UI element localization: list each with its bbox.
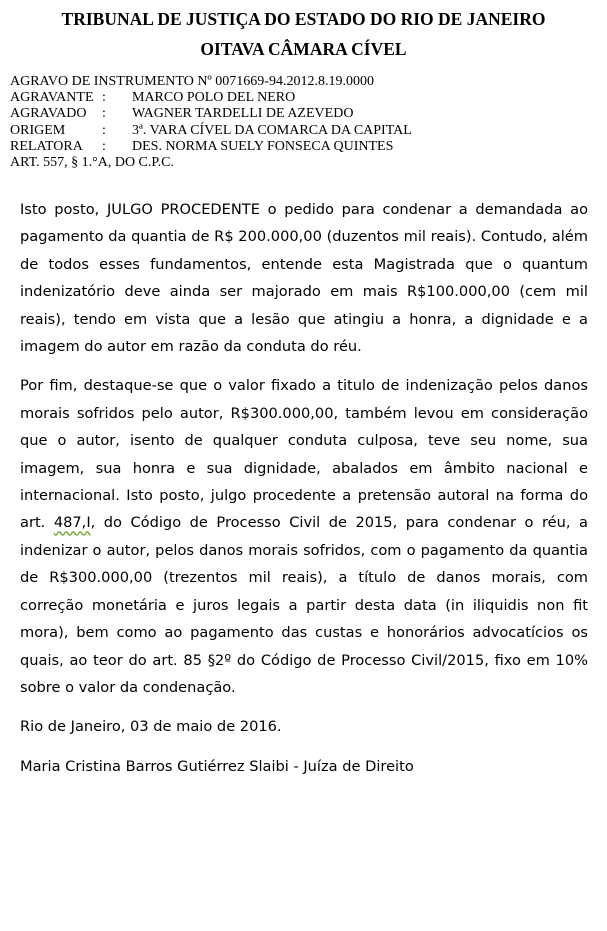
signature-line: Maria Cristina Barros Gutiérrez Slaibi - Juíza de Direito bbox=[20, 757, 414, 775]
meta-row-origem bbox=[10, 123, 600, 139]
case-metadata bbox=[10, 74, 600, 171]
paragraph-judgment: Isto posto, JULGO PROCEDENTE o pedido para condenar a demandada ao pagamento da quantia de R$ 200.000,00 (duzentos mil reais). Contudo, além de todos esses fundamentos, entende esta Magistrada que o quantum indenizatório deve ainda ser majorado em mais R$100.000,00 (cem mil reais), tendo em vista que a lesão que atingiu a honra, a dignidade e a imagem do autor em razão da conduta do réu. bbox=[20, 201, 588, 356]
meta-row-agravante bbox=[10, 90, 600, 106]
meta-sep: : bbox=[102, 122, 106, 138]
meta-value: DES. NORMA SUELY FONSECA QUINTES bbox=[132, 138, 394, 154]
meta-key: AGRAVANTE bbox=[10, 90, 94, 106]
meta-row-agravado bbox=[10, 106, 600, 122]
process-number: AGRAVO DE INSTRUMENTO Nº 0071669-94.2012.8.19.0000 bbox=[10, 74, 374, 89]
meta-key: AGRAVADO bbox=[10, 106, 87, 122]
place-and-date: Rio de Janeiro, 03 de maio de 2016. bbox=[20, 718, 282, 736]
document-body bbox=[20, 196, 588, 780]
meta-value: MARCO POLO DEL NERO bbox=[132, 90, 296, 106]
meta-key: RELATORA bbox=[10, 138, 83, 154]
paragraph-text: , do Código de Processo Civil de 2015, para condenar o réu, a indenizar o autor, pelos danos morais sofridos, com o pagamento da quantia de R$300.000,00 (trezentos mil reais), a título de danos morais, com correção monetária e juros legais a partir desta data (in iliquidis non fit mora), bem como ao pagamento das custas e honorários advocatícios os quais, ao teor do art. 85 §2º do Código de Processo Civil/2015, fixo em 10% sobre o valor da condenação. bbox=[20, 514, 588, 696]
meta-value: 3ª. VARA CÍVEL DA COMARCA DA CAPITAL bbox=[132, 122, 412, 138]
article-reference: 487,I bbox=[53, 514, 91, 532]
meta-row-relatora bbox=[10, 139, 600, 155]
paragraph-conclusion bbox=[20, 372, 588, 701]
meta-value: WAGNER TARDELLI DE AZEVEDO bbox=[132, 106, 354, 122]
chamber-name: OITAVA CÂMARA CÍVEL bbox=[200, 39, 407, 59]
meta-sep: : bbox=[102, 90, 106, 106]
meta-sep: : bbox=[102, 138, 106, 154]
legal-article: ART. 557, § 1.°A, DO C.P.C. bbox=[10, 155, 174, 171]
document-header bbox=[0, 4, 607, 64]
court-name: TRIBUNAL DE JUSTIÇA DO ESTADO DO RIO DE JANEIRO bbox=[61, 9, 546, 29]
paragraph-text: Por fim, destaque-se que o valor fixado a titulo de indenização pelos danos morais sofridos pelo autor, R$300.000,00, também levou em consideração que o autor, isento de qualquer conduta culposa, teve seu nome, sua imagem, sua honra e sua dignidade, abalados em âmbito nacional e internacional. Isto posto, julgo procedente a pretensão autoral na forma do art. bbox=[20, 377, 588, 532]
meta-key: ORIGEM bbox=[10, 122, 66, 138]
meta-sep: : bbox=[102, 106, 106, 122]
